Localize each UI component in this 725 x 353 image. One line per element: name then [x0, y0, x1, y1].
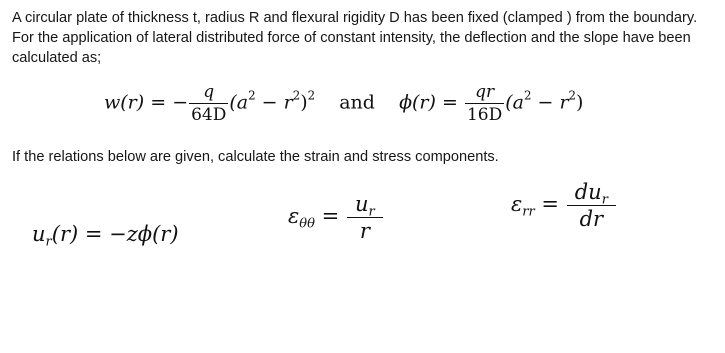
equation-connector: and	[339, 91, 375, 114]
radial-strain-num-du: du	[574, 180, 602, 204]
deflection-slope-equation	[104, 82, 583, 125]
slope-denominator: 16D	[466, 105, 503, 125]
deflection-exp2: 2	[292, 88, 301, 103]
deflection-exp3: 2	[307, 88, 316, 103]
hoop-strain-numerator	[347, 192, 383, 220]
radial-strain-relation	[511, 180, 617, 231]
slope-tail-mid: − r	[531, 91, 569, 114]
hoop-strain-relation	[288, 192, 384, 243]
slope-lhs: ϕ(r) =	[399, 91, 458, 114]
deflection-tail-close: )	[300, 91, 308, 114]
hoop-strain-denominator: r	[347, 217, 383, 243]
ur-subscript: r	[45, 234, 52, 250]
ur-symbol: u	[32, 222, 46, 246]
slope-numerator: qr	[475, 82, 495, 102]
ur-rest: (r) = −zϕ(r)	[51, 222, 179, 246]
deflection-lhs: w(r) =	[104, 91, 167, 114]
problem-intro: A circular plate of thickness t, radius R and flexural rigidity D has been fixed (clamped ) from the boundary. For the application of lateral distributed force of constant intensity, the deflection and the slope have been calculated as;	[12, 10, 698, 66]
slope-exp2: 2	[568, 88, 577, 103]
hoop-strain-symbol: ε	[288, 204, 300, 228]
hoop-strain-num-sub: r	[368, 204, 375, 220]
hoop-strain-subscript: θθ	[299, 216, 315, 232]
problem-instruction: If the relations below are given, calculate the strain and stress components.	[12, 149, 499, 165]
radial-strain-symbol: ε	[511, 192, 523, 216]
deflection-tail-base: (a	[229, 91, 249, 114]
displacement-relation	[32, 222, 179, 250]
hoop-strain-fraction	[347, 192, 383, 243]
slope-tail-base: (a	[505, 91, 524, 114]
deflection-numerator: q	[203, 82, 215, 102]
slope-tail-close: )	[576, 91, 584, 114]
radial-strain-equals: =	[541, 192, 560, 216]
deflection-denominator: 64D	[191, 105, 227, 125]
radial-strain-fraction	[567, 180, 616, 231]
hoop-strain-num-u: u	[354, 192, 369, 216]
radial-strain-subscript: rr	[522, 204, 535, 220]
radial-strain-num-sub: r	[601, 192, 608, 208]
hoop-strain-equals: =	[321, 204, 340, 228]
slope-fraction	[465, 82, 504, 125]
deflection-exp1: 2	[248, 88, 256, 103]
radial-strain-denominator: dr	[567, 205, 616, 231]
deflection-fraction	[189, 82, 228, 125]
radial-strain-numerator	[567, 180, 616, 208]
deflection-tail-mid: − r	[255, 91, 293, 114]
slope-exp1: 2	[523, 88, 532, 103]
deflection-sign: −	[172, 91, 189, 114]
